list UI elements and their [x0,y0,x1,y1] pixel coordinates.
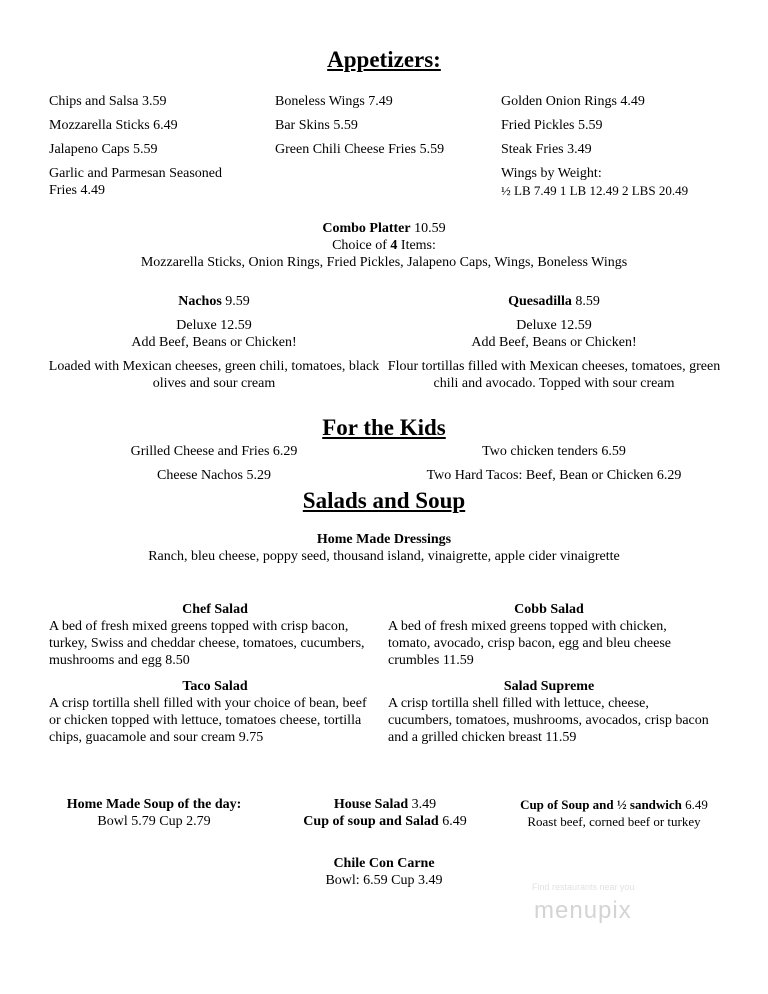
soup-sandwich-block [496,796,732,830]
soup-salad-combo-name: Cup of soup and Salad [303,814,439,829]
menu-item: Steak Fries 3.49 [501,142,592,157]
soup-sandwich-name: Cup of Soup and ½ sandwich [520,797,682,812]
combo-items-list: Mozzarella Sticks, Onion Rings, Fried Pickles, Jalapeno Caps, Wings, Boneless Wings [140,255,628,270]
homemade-soup-prices: Bowl 5.79 Cup 2.79 [97,814,211,829]
quesadilla-price: 8.59 [571,294,600,309]
menu-item: Fried Pickles 5.59 [501,118,603,133]
cobb-salad-description: A bed of fresh mixed greens topped with chicken, tomato, avocado, crisp bacon, egg and bleu cheese crumbles 11.59 [388,619,672,668]
menu-item: Wings by Weight: [501,166,602,181]
taco-salad-block [49,678,381,746]
chef-salad-block [49,601,381,669]
house-salad-block [270,796,500,830]
nachos-price: 9.59 [221,294,250,309]
soup-sandwich-price: 6.49 [681,797,708,812]
menu-item: Chips and Salsa 3.59 [49,94,167,109]
menu-item: Bar Skins 5.59 [275,118,358,133]
quesadilla-name: Quesadilla [508,294,572,309]
nachos-deluxe: Deluxe 12.59 [176,318,252,333]
chile-con-carne-name: Chile Con Carne [333,856,435,871]
chile-con-carne-prices: Bowl: 6.59 Cup 3.49 [325,873,443,888]
quesadilla-deluxe: Deluxe 12.59 [516,318,592,333]
appetizers-column-1 [49,93,269,199]
chef-salad-name: Chef Salad [182,602,248,617]
menu-item: Mozzarella Sticks 6.49 [49,118,178,133]
menu-item: Garlic and Parmesan Seasoned [49,166,222,181]
wings-by-weight-prices: ½ LB 7.49 1 LB 12.49 2 LBS 20.49 [501,183,689,198]
homemade-soup-name: Home Made Soup of the day: [66,797,242,812]
cobb-salad-name: Cobb Salad [514,602,584,617]
soup-sandwich-description: Roast beef, corned beef or turkey [527,814,701,829]
salad-supreme-block [388,678,710,746]
kids-item: Grilled Cheese and Fries 6.29 [130,444,298,459]
menupix-watermark: menupix [534,897,632,924]
homemade-soup-block [34,796,274,830]
menu-item-continued: Fries 4.49 [49,183,105,198]
nachos-add: Add Beef, Beans or Chicken! [131,335,297,350]
kids-item: Cheese Nachos 5.29 [157,468,271,483]
kids-item: Two chicken tenders 6.59 [482,444,626,459]
quesadilla-add: Add Beef, Beans or Chicken! [471,335,637,350]
menu-item: Green Chili Cheese Fries 5.59 [275,142,445,157]
menu-item: Boneless Wings 7.49 [275,94,393,109]
nachos-description: Loaded with Mexican cheeses, green chili, tomatoes, black olives and sour cream [48,359,380,391]
menu-item: Golden Onion Rings 4.49 [501,94,645,109]
taco-salad-name: Taco Salad [182,679,248,694]
combo-platter [0,220,768,271]
nachos-name: Nachos [178,294,222,309]
appetizers-heading: Appetizers: [327,47,441,72]
combo-choice-items-label: Items: [397,238,436,253]
taco-salad-description: A crisp tortilla shell filled with your choice of bean, beef or chicken topped with lettuce, tomatoes cheese, tortilla chips, guacamole and sour cream 9.75 [49,696,367,745]
salad-supreme-name: Salad Supreme [503,679,595,694]
chile-con-carne-block [0,855,768,889]
menu-item: Jalapeno Caps 5.59 [49,142,158,157]
kids-item: Two Hard Tacos: Beef, Bean or Chicken 6.29 [426,468,682,483]
appetizers-column-3 [501,93,761,199]
combo-platter-price: 10.59 [410,221,446,236]
soup-salad-combo-price: 6.49 [438,814,467,829]
salads-heading: Salads and Soup [302,488,466,513]
combo-platter-name: Combo Platter [322,221,411,236]
dressings-list: Ranch, bleu cheese, poppy seed, thousand island, vinaigrette, apple cider vinaigrette [148,549,620,564]
cobb-salad-block [388,601,710,669]
house-salad-price: 3.49 [408,797,437,812]
salad-supreme-description: A crisp tortilla shell filled with lettuce, cheese, cucumbers, tomatoes, mushrooms, avocados, crisp bacon and a grilled chicken breast 11.59 [388,696,709,745]
dressings-title: Home Made Dressings [316,532,452,547]
quesadilla-block [384,293,724,392]
nachos-block [44,293,384,392]
combo-choice-count: 4 [390,238,398,253]
combo-choice-text: Choice of [332,238,391,253]
chef-salad-description: A bed of fresh mixed greens topped with crisp bacon, turkey, Swiss and cheddar cheese, tomatoes, cucumbers, mushrooms and egg 8.50 [49,619,365,668]
watermark-tagline: Find restaurants near you [532,882,635,892]
house-salad-name: House Salad [333,797,409,812]
appetizers-column-2 [275,93,495,158]
quesadilla-description: Flour tortillas filled with Mexican cheeses, tomatoes, green chili and avocado. Topped with sour cream [387,359,721,391]
kids-heading: For the Kids [322,415,446,440]
